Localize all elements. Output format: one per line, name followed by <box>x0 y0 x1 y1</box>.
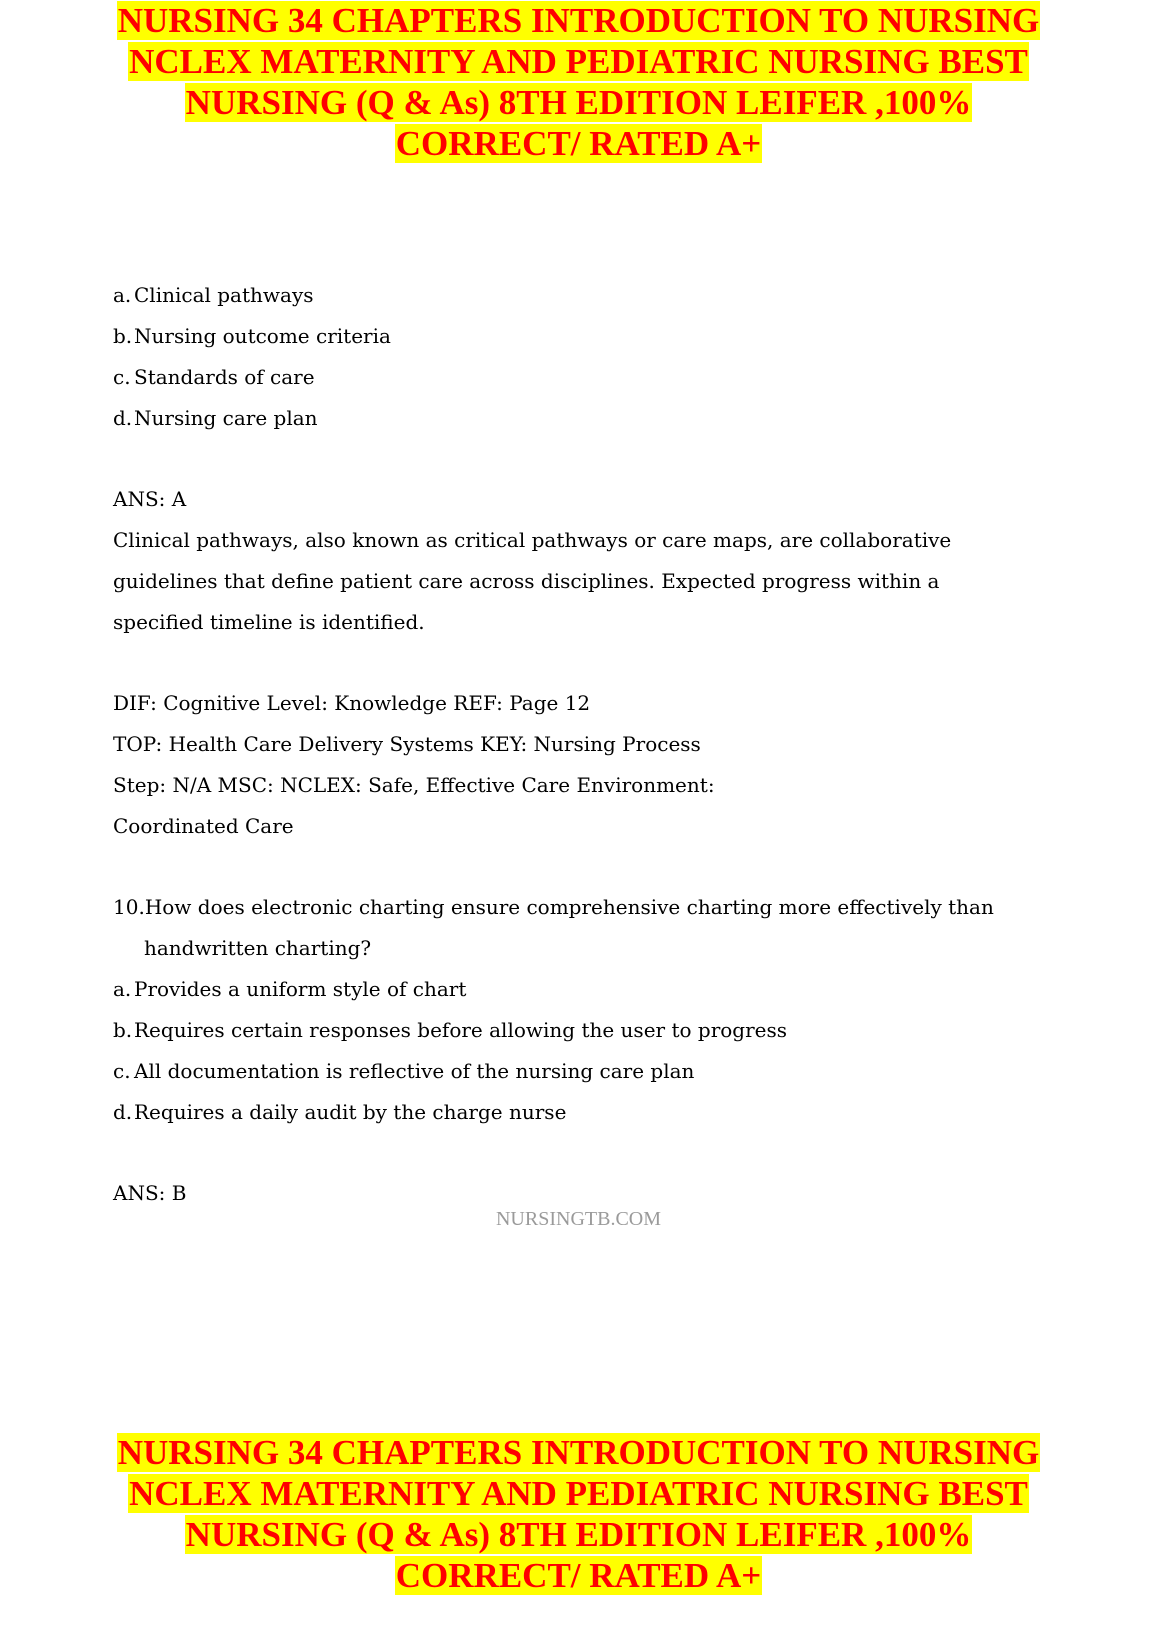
banner-line-2: NCLEX MATERNITY AND PEDIATRIC NURSING BEST <box>129 1474 1028 1513</box>
option-c: c. Standards of care <box>113 365 315 389</box>
question-10-line-2: handwritten charting? <box>144 936 372 960</box>
question-number: 10. <box>113 895 145 919</box>
question-10-line-1: 10.How does electronic charting ensure comprehensive charting more effectively than <box>113 887 1013 928</box>
answer-10: ANS: B <box>113 1181 187 1205</box>
meta-line-3: Step: N/A MSC: NCLEX: Safe, Effective Care Environment: <box>113 773 715 797</box>
banner-line-2: NCLEX MATERNITY AND PEDIATRIC NURSING BEST <box>129 42 1028 81</box>
question-10-stem <box>113 887 1013 969</box>
footer-banner <box>0 1432 1157 1596</box>
banner-line-4: CORRECT/ RATED A+ <box>395 124 762 163</box>
option-c: c. All documentation is reflective of the nursing care plan <box>113 1059 695 1083</box>
rationale-line-3: specified timeline is identified. <box>113 610 425 634</box>
option-b: b.Nursing outcome criteria <box>113 324 391 348</box>
question-10-options <box>113 969 1013 1133</box>
option-b: b.Requires certain responses before allowing the user to progress <box>113 1018 788 1042</box>
watermark: NURSINGTB.COM <box>495 1208 662 1230</box>
rationale-line-2: guidelines that define patient care across disciplines. Expected progress within a <box>113 569 940 593</box>
meta-line-1: DIF: Cognitive Level: Knowledge REF: Page 12 <box>113 691 591 715</box>
banner-line-3: NURSING (Q & As) 8TH EDITION LEIFER ,100% <box>185 1515 972 1554</box>
document-body <box>113 275 1013 1214</box>
answer-9: ANS: A <box>113 487 187 511</box>
option-a: a. Clinical pathways <box>113 283 314 307</box>
banner-line-1: NURSING 34 CHAPTERS INTRODUCTION TO NURSING <box>117 1433 1040 1472</box>
banner-line-4: CORRECT/ RATED A+ <box>395 1556 762 1595</box>
banner-line-3: NURSING (Q & As) 8TH EDITION LEIFER ,100% <box>185 83 972 122</box>
meta-line-2: TOP: Health Care Delivery Systems KEY: Nursing Process <box>113 732 701 756</box>
option-d: d.Requires a daily audit by the charge nurse <box>113 1100 567 1124</box>
header-banner <box>0 0 1157 164</box>
option-d: d.Nursing care plan <box>113 406 318 430</box>
option-a: a. Provides a uniform style of chart <box>113 977 467 1001</box>
meta-line-4: Coordinated Care <box>113 814 294 838</box>
question-9-options <box>113 275 1013 439</box>
rationale-line-1: Clinical pathways, also known as critical pathways or care maps, are collaborative <box>113 528 952 552</box>
banner-line-1: NURSING 34 CHAPTERS INTRODUCTION TO NURSING <box>117 1 1040 40</box>
